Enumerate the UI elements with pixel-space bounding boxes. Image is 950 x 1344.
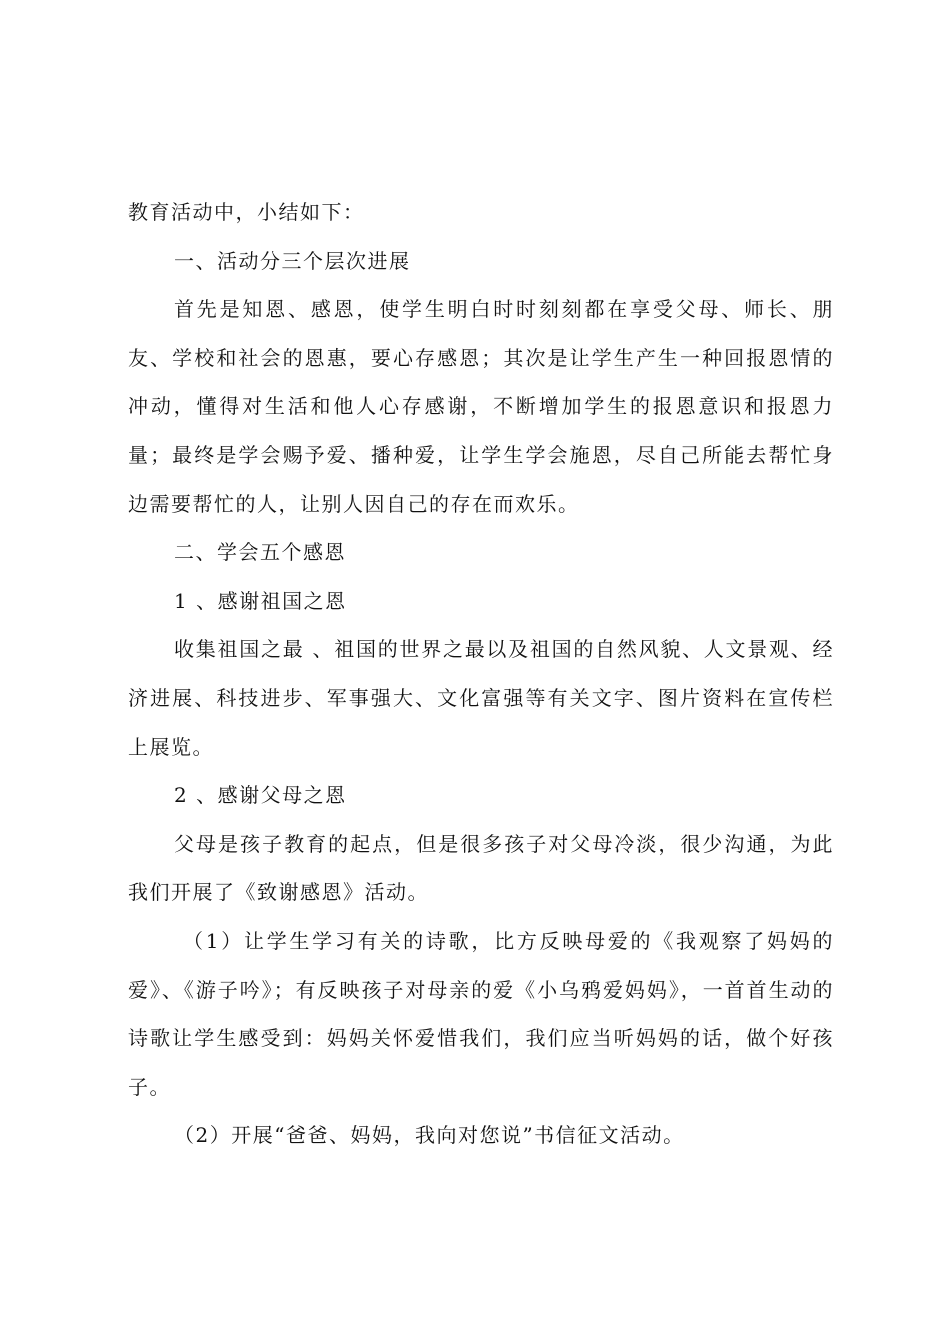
paragraph-subitem-2: （2）开展“爸爸、妈妈，我向对您说”书信征文活动。	[174, 1123, 685, 1148]
document-body	[128, 188, 834, 1160]
heading-section-1: 一、活动分三个层次进展	[174, 248, 411, 273]
paragraph-item-2-body: 父母是孩子教育的起点，但是很多孩子对父母冷淡，很少沟通，为此我们开展了《致谢感恩》活动。	[128, 831, 834, 905]
heading-item-1: 1 、感谢祖国之恩	[174, 588, 347, 613]
paragraph-subitem-1: （1）让学生学习有关的诗歌，比方反映母爱的《我观察了妈妈的爱》、《游子吟》；有反映孩子对母亲的爱《小乌鸦爱妈妈》，一首首生动的诗歌让学生感受到：妈妈关怀爱惜我们，我们应当听妈妈的话，做个好孩子。	[128, 928, 834, 1099]
heading-section-2: 二、学会五个感恩	[174, 540, 346, 565]
paragraph-section-1-body: 首先是知恩、感恩，使学生明白时时刻刻都在享受父母、师长、朋友、学校和社会的恩惠，要心存感恩；其次是让学生产生一种回报恩情的冲动，懂得对生活和他人心存感谢，不断增加学生的报恩意识和报恩力量；最终是学会赐予爱、播种爱，让学生学会施恩，尽自己所能去帮忙身边需要帮忙的人，让别人因自己的存在而欢乐。	[128, 297, 834, 516]
paragraph-intro: 教育活动中，小结如下：	[128, 200, 365, 224]
heading-item-2: 2 、感谢父母之恩	[174, 783, 347, 808]
paragraph-item-1-body: 收集祖国之最 、祖国的世界之最以及祖国的自然风貌、人文景观、经济进展、科技进步、军事强大、文化富强等有关文字、图片资料在宣传栏上展览。	[128, 637, 834, 759]
